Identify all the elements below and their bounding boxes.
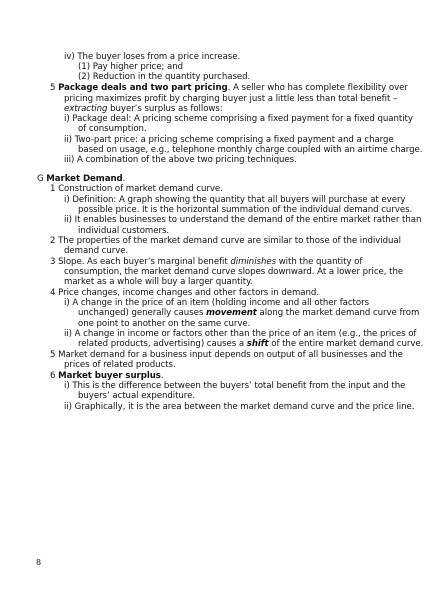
emphasis-text: Market Demand	[46, 174, 123, 184]
text-line	[78, 391, 195, 401]
text-segment: i) This is the difference between the buyers’ total benefit from the input and the	[64, 381, 406, 391]
text-line	[50, 236, 401, 246]
text-segment: buyer’s surplus as follows:	[107, 104, 223, 114]
text-line	[78, 124, 147, 134]
text-segment: along the market demand curve from	[256, 308, 420, 318]
text-segment: 3 Slope. As each buyer’s marginal benefit	[50, 257, 231, 267]
text-line	[37, 174, 125, 184]
text-segment: individual customers.	[78, 226, 170, 236]
emphasis-text: diminishes	[230, 257, 277, 267]
text-segment: possible price. It is the horizontal summation of the individual demand curves.	[78, 205, 413, 215]
text-segment: based on usage, e.g., telephone monthly charge coupled with an airtime charge.	[78, 145, 423, 155]
text-segment: (1) Pay higher price; and	[78, 62, 184, 72]
text-line	[50, 371, 164, 381]
text-segment: 2 The properties of the market demand curve are similar to those of the individual	[50, 236, 401, 246]
text-line	[78, 205, 412, 215]
text-segment: ii) Graphically, it is the area between the market demand curve and the price line.	[64, 402, 415, 412]
text-segment: .	[160, 371, 164, 381]
text-segment: i) Definition: A graph showing the quantity that all buyers will purchase at every	[64, 195, 406, 205]
text-segment: (2) Reduction in the quantity purchased.	[78, 72, 251, 82]
emphasis-text: movement	[205, 308, 257, 318]
text-segment: demand curve.	[64, 246, 129, 256]
text-segment: 5 Market demand for a business input depends on output of all businesses and the	[50, 350, 403, 360]
text-segment: 1 Construction of market demand curve.	[50, 184, 223, 194]
text-line	[64, 329, 416, 339]
text-segment: of the entire market demand curve.	[268, 339, 424, 349]
text-line	[64, 277, 253, 287]
text-segment: ii) Two-part price: a pricing scheme comprising a fixed payment and a charge	[64, 135, 394, 145]
text-line	[64, 381, 405, 391]
page-number: 8	[36, 558, 42, 567]
text-segment: unchanged) generally causes	[78, 308, 206, 318]
text-segment: ii) A change in income or factors other than the price of an item (e.g., the prices of	[64, 329, 417, 339]
text-line	[78, 339, 423, 349]
text-segment: i) A change in the price of an item (holding income and all other factors	[64, 298, 369, 308]
emphasis-text: Market buyer surplus	[58, 371, 161, 381]
text-line	[64, 135, 394, 145]
text-segment: .	[122, 174, 126, 184]
text-line	[64, 246, 128, 256]
text-segment: iii) A combination of the above two pricing techniques.	[64, 155, 297, 165]
text-line	[50, 184, 223, 194]
text-line	[78, 319, 250, 329]
text-segment: ii) It enables businesses to understand the demand of the entire market rather than	[64, 215, 422, 225]
emphasis-text: shift	[246, 339, 269, 349]
text-segment: of consumption.	[78, 124, 147, 134]
text-segment: 4 Price changes, income changes and other factors in demand.	[50, 288, 319, 298]
text-line	[64, 195, 405, 205]
text-line	[50, 257, 362, 267]
text-line	[64, 52, 240, 62]
emphasis-text: Package deals and two part pricing	[58, 83, 228, 93]
text-segment: i) Package deal: A pricing scheme comprising a fixed payment for a fixed quantity	[64, 114, 413, 124]
text-segment: 6	[50, 371, 59, 381]
text-segment: buyers’ actual expenditure.	[78, 391, 196, 401]
text-line	[64, 267, 403, 277]
text-segment: one point to another on the same curve.	[78, 319, 251, 329]
text-line	[50, 350, 403, 360]
text-segment: market as a whole will buy a larger quantity.	[64, 277, 253, 287]
text-segment: pricing maximizes profit by charging buyer just a little less than total benefit –	[64, 94, 398, 104]
text-segment: with the quantity of	[276, 257, 363, 267]
text-line	[64, 298, 369, 308]
text-line	[64, 402, 414, 412]
text-line	[64, 155, 297, 165]
text-line	[64, 114, 413, 124]
text-segment: iv) The buyer loses from a price increase.	[64, 52, 241, 62]
emphasis-text: extracting	[64, 104, 108, 114]
text-line	[50, 83, 408, 93]
text-segment: related products, advertising) causes a	[78, 339, 247, 349]
text-line	[78, 72, 250, 82]
text-segment: prices of related products.	[64, 360, 176, 370]
text-line	[64, 104, 223, 114]
text-segment: . A seller who has complete flexibility over	[227, 83, 408, 93]
text-segment: G	[37, 174, 47, 184]
text-line	[64, 215, 421, 225]
text-segment: 5	[50, 83, 59, 93]
text-segment: consumption, the market demand curve slopes downward. At a lower price, the	[64, 267, 404, 277]
text-line	[78, 145, 422, 155]
text-line	[78, 62, 183, 72]
text-line	[78, 308, 419, 318]
text-line	[50, 288, 319, 298]
text-line	[64, 94, 397, 104]
text-line	[78, 226, 169, 236]
text-line	[64, 360, 176, 370]
